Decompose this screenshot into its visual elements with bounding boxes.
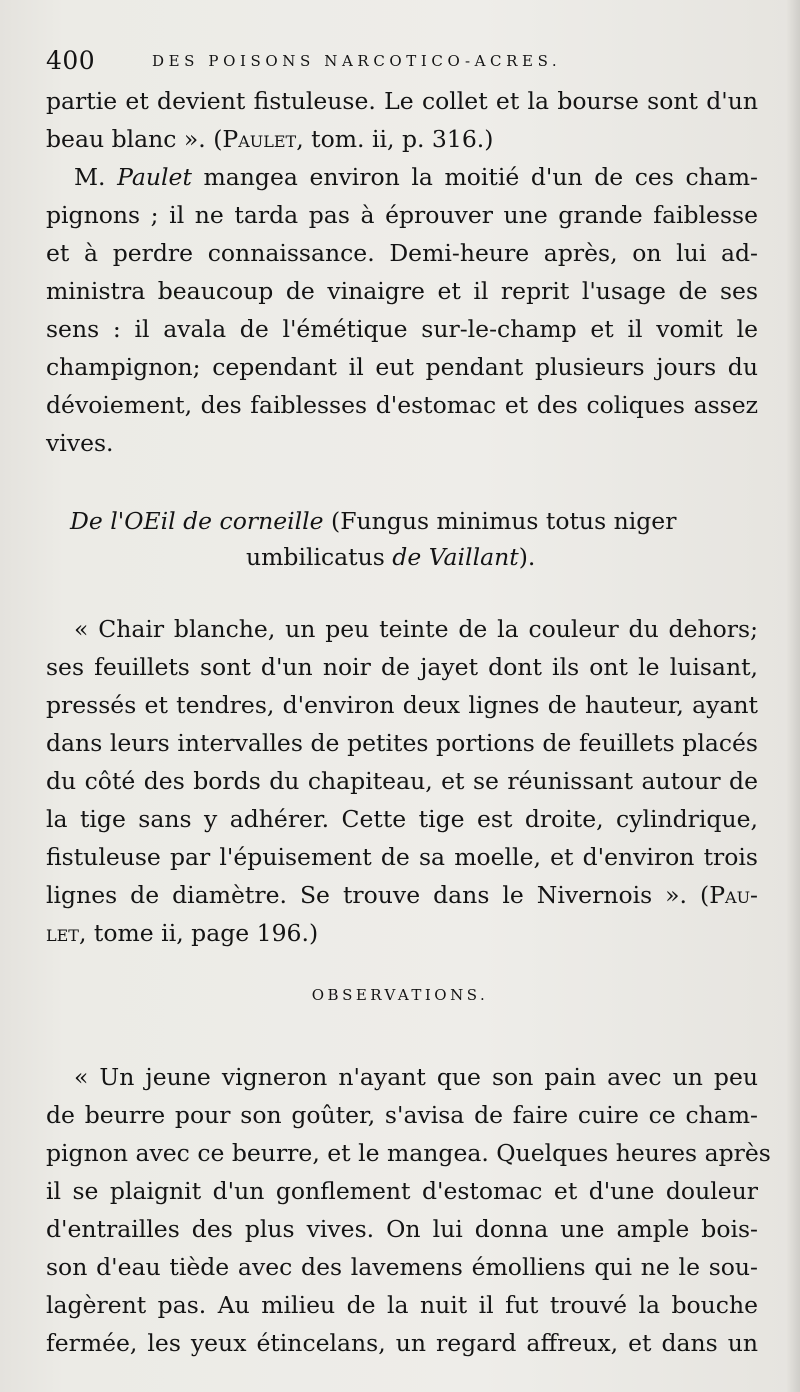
text-line: sens : il avala de l'émétique sur-le-champ et il vomit le xyxy=(46,315,758,343)
text-line: son d'eau tiède avec des lavemens émolliens qui ne le sou- xyxy=(46,1253,758,1281)
running-head xyxy=(46,46,758,76)
text-span: mangea environ la moitié d'un de ces cham- xyxy=(191,163,758,191)
heading-latin: umbilicatus xyxy=(246,543,393,571)
text-line: d'entrailles des plus vives. On lui donna une ample bois- xyxy=(46,1215,758,1243)
text-span: beau blanc ». ( xyxy=(46,125,223,153)
heading-latin: (Fungus minimus totus niger xyxy=(323,507,677,535)
running-title: DES POISONS NARCOTICO-ACRES. xyxy=(152,52,562,70)
text-line: de beurre pour son goûter, s'avisa de faire cuire ce cham- xyxy=(46,1101,758,1129)
text-span: M. xyxy=(74,163,118,191)
observations-heading: OBSERVATIONS. xyxy=(311,986,489,1004)
text-line: fistuleuse par l'épuisement de sa moelle, et d'environ trois xyxy=(46,843,758,871)
text-line: dans leurs intervalles de petites portions de feuillets placés xyxy=(46,729,758,757)
heading-author: de Vaillant xyxy=(392,543,519,571)
text-line: fermée, les yeux étincelans, un regard affreux, et dans un xyxy=(46,1329,758,1357)
text-line: champignon; cependant il eut pendant plusieurs jours du xyxy=(46,353,758,381)
author-name: Paulet xyxy=(117,163,192,191)
page-number: 400 xyxy=(46,46,96,75)
text-line: la tige sans y adhérer. Cette tige est droite, cylindrique, xyxy=(46,805,758,833)
text-line: « Un jeune vigneron n'ayant que son pain avec un peu xyxy=(74,1063,758,1091)
text-line: « Chair blanche, un peu teinte de la couleur du dehors; xyxy=(74,615,758,643)
text-line: et à perdre connaissance. Demi-heure après, on lui ad- xyxy=(46,239,758,267)
text-line xyxy=(74,162,758,196)
text-line: lagèrent pas. Au milieu de la nuit il fut trouvé la bouche xyxy=(46,1291,758,1319)
author-name: Pau- xyxy=(709,881,758,909)
text-span: lignes de diamètre. Se trouve dans le Nivernois ». ( xyxy=(46,881,710,909)
text-line xyxy=(46,124,493,158)
text-line: ministra beaucoup de vinaigre et il reprit l'usage de ses xyxy=(46,277,758,305)
text-line: du côté des bords du chapiteau, et se réunissant autour de xyxy=(46,767,758,795)
text-line: il se plaignit d'un gonflement d'estomac et d'une douleur xyxy=(46,1177,758,1205)
text-line: ses feuillets sont d'un noir de jayet dont ils ont le luisant, xyxy=(46,653,758,681)
text-line xyxy=(46,880,758,914)
text-line: dévoiement, des faiblesses d'estomac et des coliques assez xyxy=(46,391,758,419)
text-line: partie et devient fistuleuse. Le collet et la bourse sont d'un xyxy=(46,87,758,115)
text-line: pignon avec ce beurre, et le mangea. Quelques heures après xyxy=(46,1139,771,1167)
text-span: , tom. ii, p. 316.) xyxy=(296,125,494,153)
text-span: , tome ii, page 196.) xyxy=(78,919,319,947)
author-name: Paulet xyxy=(222,125,297,153)
page-edge-shadow xyxy=(786,0,800,1392)
text-line xyxy=(46,918,318,952)
text-line: pressés et tendres, d'environ deux lignes de hauteur, ayant xyxy=(46,691,758,719)
section-heading xyxy=(70,506,676,536)
section-heading xyxy=(246,542,535,572)
text-line: pignons ; il ne tarda pas à éprouver une grande faiblesse xyxy=(46,201,758,229)
heading-title: De l'OEil de corneille xyxy=(70,507,324,535)
text-line: vives. xyxy=(46,429,114,457)
heading-latin: ). xyxy=(518,543,536,571)
author-name: let xyxy=(46,919,79,947)
